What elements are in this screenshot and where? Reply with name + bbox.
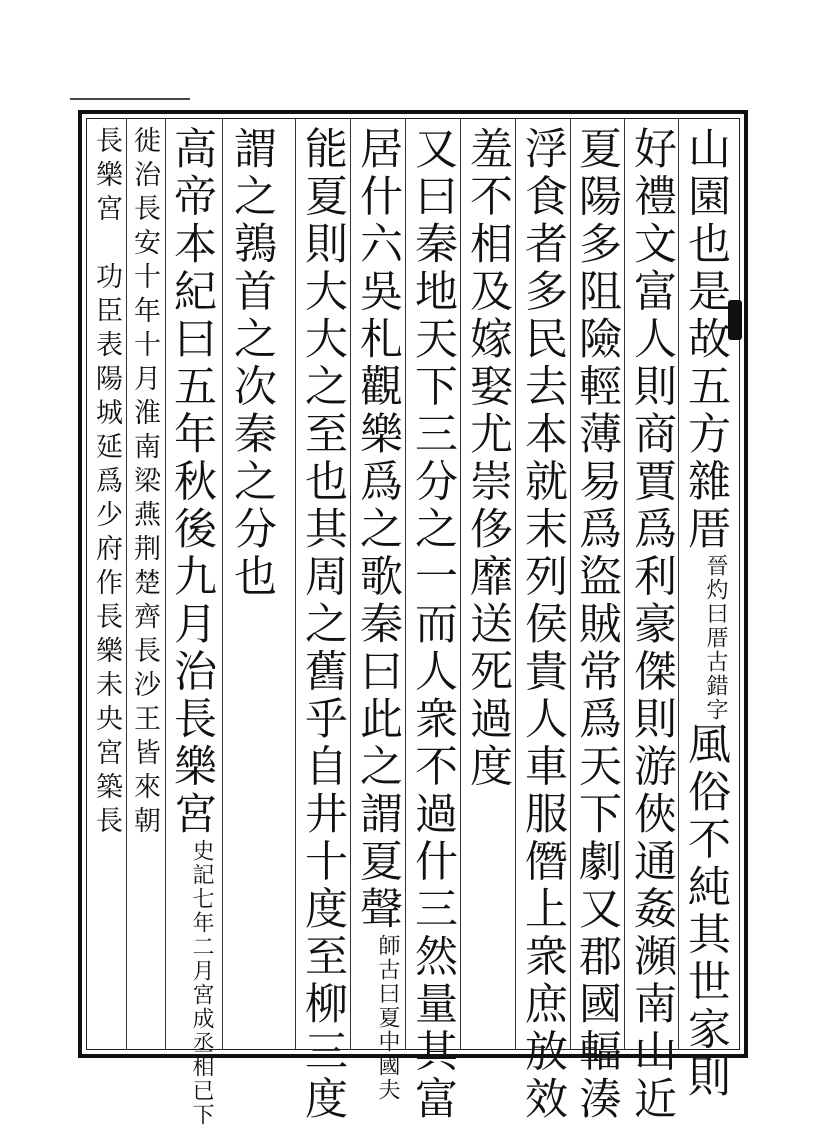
column-rule (515, 118, 516, 1050)
column-text: 好禮文富人則商賈爲利豪傑則游俠通姦瀕南山近 (627, 126, 677, 1124)
column-text: 高帝本紀曰五年秋後九月治長樂宮 (167, 126, 217, 839)
column-rule (678, 118, 679, 1050)
text-column-small (131, 126, 158, 840)
column-rule (350, 118, 351, 1050)
text-column (681, 126, 731, 1102)
text-column (227, 126, 277, 601)
column-text: 長樂宮 功臣表陽城延爲少府作長樂未央宮築長 (91, 126, 122, 840)
column-text: 夏陽多阻險輕薄易爲盜賊常爲天下劇又郡國輻湊 (572, 126, 622, 1124)
text-column (572, 126, 622, 1124)
column-rule (222, 118, 223, 1050)
margin-mark (70, 98, 190, 100)
text-column (408, 126, 458, 1124)
column-rule (460, 118, 461, 1050)
text-column (353, 126, 403, 1102)
column-text: 浮食者多民去本就末列侯貴人車服僭上衆庶放效 (518, 126, 568, 1124)
text-column (518, 126, 568, 1124)
column-text: 風俗不純其世家則 (681, 721, 731, 1102)
column-text: 又曰秦地天下三分之一而人衆不過什三然量其富 (408, 126, 458, 1124)
column-text: 羞不相及嫁娶尤崇侈靡送死過度 (463, 126, 513, 791)
text-column (463, 126, 513, 791)
column-text: 謂之鶉首之次秦之分也 (227, 126, 277, 601)
column-text: 山園也是故五方雜厝 (681, 126, 731, 554)
annotation-note: 晉灼曰厝古錯字 (703, 553, 728, 722)
column-rule (126, 118, 127, 1050)
column-rule (165, 118, 166, 1050)
column-text: 居什六吳札觀樂爲之歌秦曰此之謂夏聲 (353, 126, 403, 934)
column-rule (624, 118, 625, 1050)
column-text: 能夏則大大之至也其周之舊乎自井十度至柳三度 (298, 126, 348, 1124)
text-column (298, 126, 348, 1124)
text-column-small (93, 126, 120, 840)
column-rule (570, 118, 571, 1050)
column-text: 徙治長安十年十月淮南梁燕荆楚齊長沙王皆來朝 (129, 126, 160, 840)
annotation-note: 史記七年二月宮成丞相已下 (189, 838, 214, 1127)
text-column (627, 126, 677, 1124)
text-column (167, 126, 217, 1127)
column-rule (405, 118, 406, 1050)
column-rule (295, 118, 296, 1050)
annotation-note: 師古曰夏中國夫 (375, 933, 400, 1102)
